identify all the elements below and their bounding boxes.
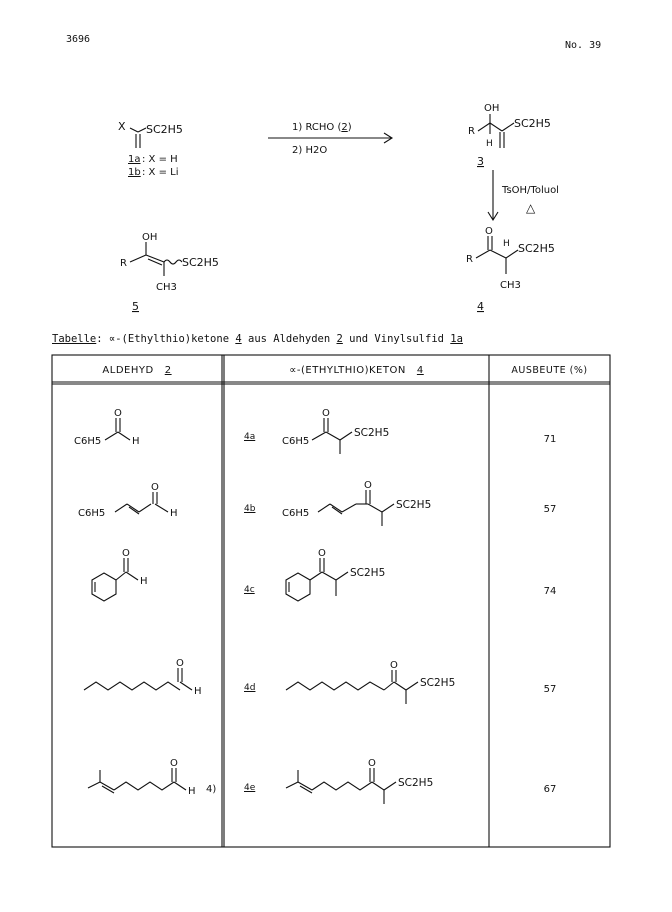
- product5-ch3: CH3: [156, 282, 177, 293]
- product-label: 4d: [244, 683, 256, 693]
- product3-h: H: [486, 139, 493, 149]
- variant-a-label: 1a: [128, 154, 141, 165]
- product3-oh: OH: [484, 103, 500, 114]
- product4-label: 4: [477, 300, 484, 313]
- product5-group: SC2H5: [182, 256, 219, 269]
- caption-ref-a: 4: [235, 333, 242, 345]
- oxygen-label: O: [368, 758, 376, 769]
- column-header-ketone: ∝-(ETHYLTHIO)KETON 4: [289, 365, 424, 376]
- caption-ref-c: 1a: [450, 333, 463, 345]
- oxygen-label: O: [170, 758, 178, 769]
- product-label: 4c: [244, 585, 255, 595]
- product-label: 4a: [244, 432, 256, 442]
- caption-text-b: aus Aldehyden: [241, 333, 337, 345]
- product4-o: O: [485, 226, 493, 237]
- oxygen-label: O: [390, 660, 398, 671]
- aldehyde-h: H: [140, 576, 148, 587]
- product4-group: SC2H5: [518, 242, 555, 255]
- variant-b-text: : X = Li: [142, 167, 179, 178]
- caption-ref-b: 2: [336, 333, 343, 345]
- oxygen-label: O: [176, 658, 184, 669]
- column-header-aldehyde: ALDEHYD 2: [102, 365, 172, 376]
- rearrangement-conditions: TsOH/Toluol: [502, 185, 559, 196]
- product-label: 4b: [244, 504, 256, 514]
- product4-h: H: [503, 239, 510, 249]
- aldehyde-h: H: [170, 508, 178, 519]
- aldehyde-group: C6H5: [78, 508, 106, 519]
- page-number: 3696: [66, 34, 91, 45]
- aldehyde-note: 4): [206, 784, 217, 795]
- product3-group: SC2H5: [514, 117, 551, 130]
- product5-oh: OH: [142, 232, 158, 243]
- reactant-group: SC2H5: [146, 123, 183, 136]
- caption-lead: Tabelle: [52, 333, 97, 345]
- product-group: C6H5: [282, 436, 310, 447]
- caption-text-a: : ∝-(Ethylthio)ketone: [96, 333, 236, 345]
- yield-value: 57: [543, 504, 557, 515]
- arrow-step1: 1) RCHO (2): [292, 122, 352, 133]
- issue-number: No. 39: [565, 40, 602, 51]
- aldehyde-h: H: [132, 436, 140, 447]
- reactant-x: X: [118, 120, 126, 133]
- aldehyde-h: H: [194, 686, 202, 697]
- product-thio: SC2H5: [350, 567, 386, 579]
- yield-value: 67: [543, 784, 557, 795]
- yield-value: 57: [543, 684, 557, 695]
- product3-label: 3: [477, 155, 484, 168]
- product4-ch3: CH3: [500, 280, 521, 291]
- oxygen-label: O: [364, 480, 372, 491]
- product-thio: SC2H5: [420, 677, 456, 689]
- oxygen-label: O: [151, 482, 159, 493]
- product-label: 4e: [244, 783, 256, 793]
- aldehyde-h: H: [188, 786, 196, 797]
- yield-value: 71: [543, 434, 557, 445]
- product-thio: SC2H5: [354, 427, 390, 439]
- product5-r: R: [120, 258, 127, 269]
- oxygen-label: O: [122, 548, 130, 559]
- oxygen-label: O: [114, 408, 122, 419]
- arrow-step2: 2) H2O: [292, 145, 328, 156]
- heat-icon: △: [526, 201, 536, 215]
- variant-a-text: : X = H: [142, 154, 178, 165]
- product-thio: SC2H5: [398, 777, 434, 789]
- aldehyde-group: C6H5: [74, 436, 102, 447]
- product5-label: 5: [132, 300, 139, 313]
- yield-value: 74: [543, 586, 557, 597]
- product3-r: R: [468, 126, 475, 137]
- product-group: C6H5: [282, 508, 310, 519]
- variant-b-label: 1b: [128, 167, 141, 178]
- column-header-yield: AUSBEUTE (%): [511, 365, 588, 376]
- oxygen-label: O: [322, 408, 330, 419]
- caption-text-c: und Vinylsulfid: [342, 333, 451, 345]
- oxygen-label: O: [318, 548, 326, 559]
- product-thio: SC2H5: [396, 499, 432, 511]
- product4-r: R: [466, 254, 473, 265]
